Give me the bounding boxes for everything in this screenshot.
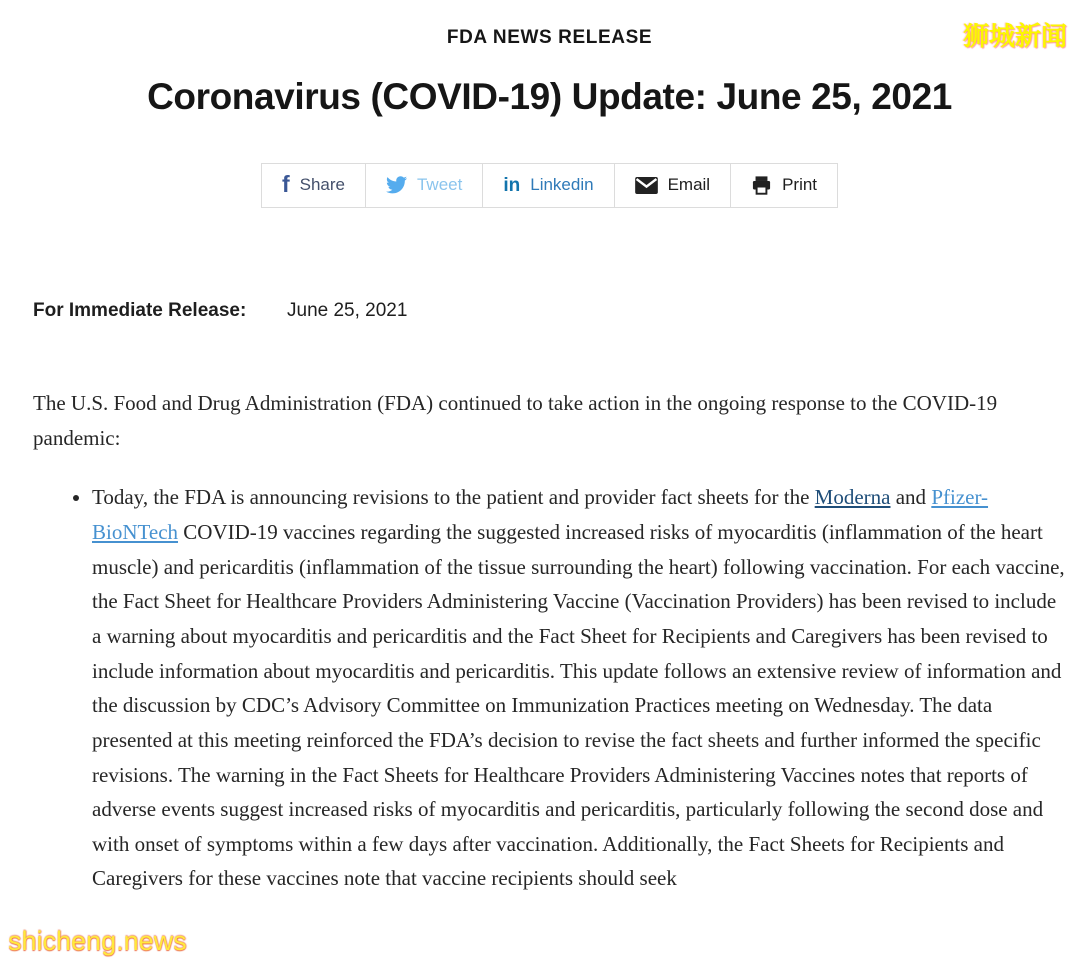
share-toolbar	[33, 163, 1066, 208]
pfizer-biontech-link[interactable]: Pfizer-BioNTech	[92, 485, 989, 545]
watermark-top-right: 狮城新闻	[962, 21, 1067, 51]
bullet-text-3: COVID-19 vaccines regarding the suggested increased risks of myocarditis (inflammation of the heart muscle) and pericarditis (inflammation of the tissue surrounding the heart) following vaccination. For each vaccine, the Fact Sheet for Healthcare Providers Administering Vaccine (Vaccination Providers) has been revised to include a warning about myocarditis and pericarditis and the Fact Sheet for Recipients and Caregivers has been revised to include information about myocarditis and pericarditis. This update follows an extensive review of information and the discussion by CDC’s Advisory Committee on Immunization Practices meeting on Wednesday. The data presented at this meeting reinforced the FDA’s decision to revise the fact sheets and further informed the specific revisions. The warning in the Fact Sheets for Healthcare Providers Administering Vaccines notes that reports of adverse events suggest increased risks of myocarditis and pericarditis, particularly following the second dose and with onset of symptoms within a few days after vaccination. Additionally, the Fact Sheets for Recipients and Caregivers for these vaccines note that vaccine recipients should seek	[92, 520, 1065, 891]
bullet-text-2: and	[890, 485, 932, 510]
release-info	[33, 300, 1066, 322]
release-date: June 25, 2021	[287, 299, 408, 321]
bullet-text-1: Today, the FDA is announcing revisions to the patient and provider fact sheets for the	[92, 485, 815, 510]
tweet-button-label: Tweet	[416, 175, 463, 195]
twitter-tweet-button[interactable]	[366, 164, 483, 207]
email-icon	[635, 177, 658, 194]
linkedin-icon: in	[503, 174, 521, 196]
bullet-list	[33, 480, 1066, 896]
twitter-icon	[386, 176, 407, 194]
moderna-link[interactable]: Moderna	[814, 485, 891, 510]
watermark-bottom-left: shicheng.news	[8, 926, 187, 956]
print-button-label: Print	[782, 175, 818, 195]
email-button-label: Email	[667, 175, 711, 195]
release-label: For Immediate Release:	[33, 299, 247, 321]
page-title: Coronavirus (COVID-19) Update: June 25, 2021	[147, 76, 952, 117]
email-share-button[interactable]	[615, 164, 732, 207]
share-button-group	[261, 163, 838, 208]
share-button-label: Share	[299, 175, 345, 195]
print-button[interactable]	[731, 164, 837, 207]
intro-paragraph: The U.S. Food and Drug Administration (FDA) continued to take action in the ongoing response to the COVID-19 pandemic:	[33, 390, 998, 450]
linkedin-share-button[interactable]	[483, 164, 614, 207]
list-item	[92, 480, 1066, 896]
facebook-share-button[interactable]	[262, 164, 366, 207]
print-icon	[751, 175, 772, 196]
eyebrow-label: FDA NEWS RELEASE	[446, 27, 653, 48]
facebook-icon: f	[281, 170, 290, 197]
linkedin-button-label: Linkedin	[530, 175, 594, 195]
